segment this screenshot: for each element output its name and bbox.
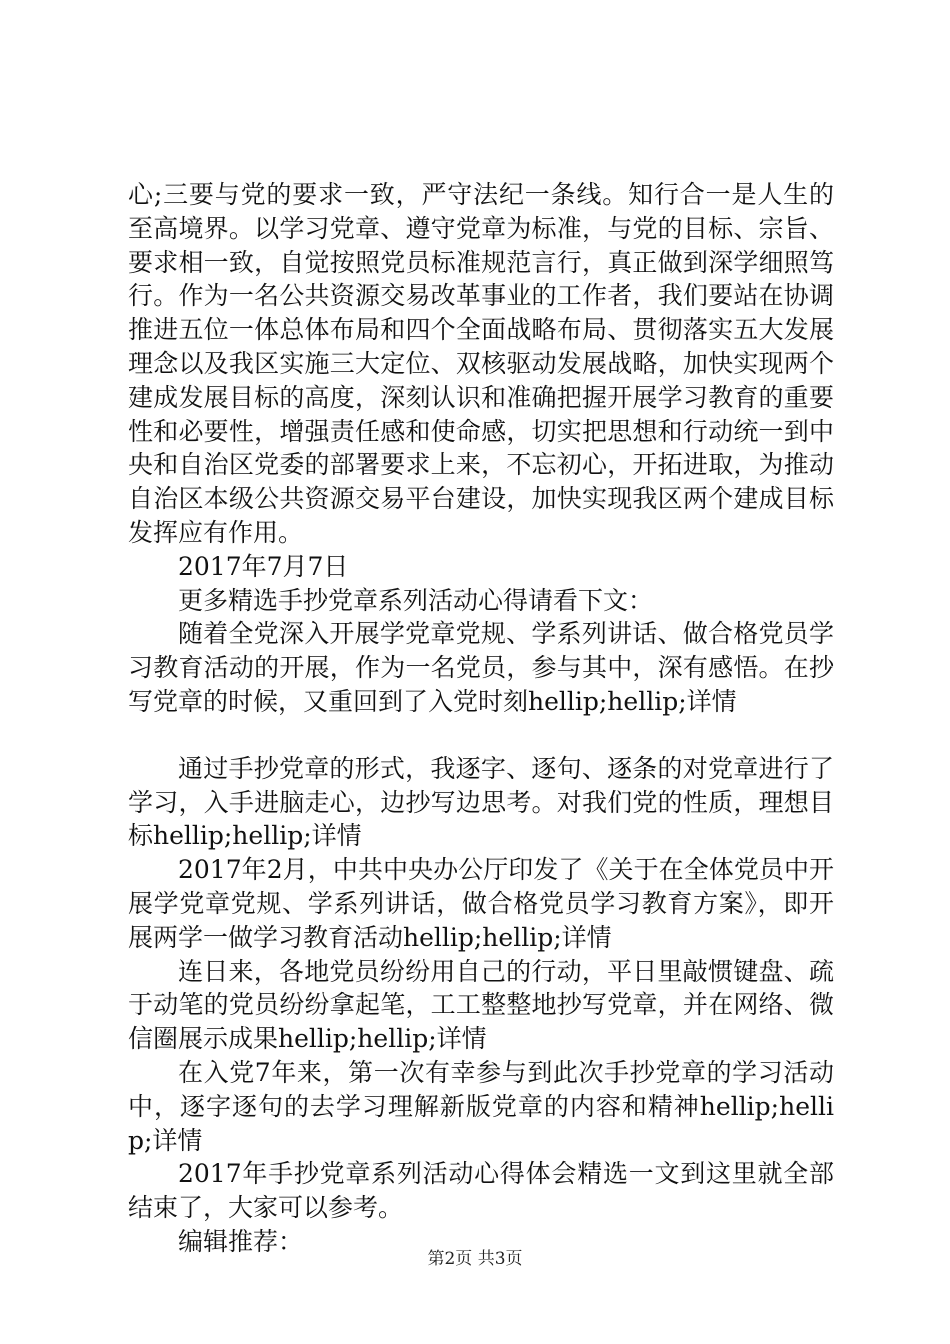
paragraph-editor-recommend: 编辑推荐： (178, 1226, 304, 1256)
paragraph-excerpt-3: 2017年2月，中共中央办公厅印发了《关于在全体党员中开展学党章党规、学系列讲话，做合格党员学习教育方案》，即开展两学一做学习教育活动hellip;hellip;详情 (128, 855, 834, 952)
paragraph-continuation: 心;三要与党的要求一致，严守法纪一条线。知行合一是人生的至高境界。以学习党章、遵守党章为标准，与党的目标、宗旨、要求相一致，自觉按照党员标准规范言行，真正做到深学细照笃行。作为一名公共资源交易改革事业的工作者，我们要站在协调推进五位一体总体布局和四个全面战略布局、贯彻落实五大发展理念以及我区实施三大定位、双核驱动发展战略，加快实现两个建成发展目标的高度，深刻认识和准确把握开展学习教育的重要性和必要性，增强责任感和使命感，切实把思想和行动统一到中央和自治区党委的部署要求上来，不忘初心，开拓进取，为推动自治区本级公共资源交易平台建设，加快实现我区两个建成目标发挥应有作用。 (128, 180, 834, 547)
paragraph-more-intro: 更多精选手抄党章系列活动心得请看下文： (178, 585, 654, 615)
paragraph-excerpt-4: 连日来，各地党员纷纷用自己的行动，平日里敲惯键盘、疏于动笔的党员纷纷拿起笔，工工整整地抄写党章，并在网络、微信圈展示成果hellip;hellip;详情 (128, 956, 834, 1054)
paragraph-gap (128, 719, 834, 752)
paragraph-excerpt-5: 在入党7年来，第一次有幸参与到此次手抄党章的学习活动中，逐字逐句的去学习理解新版党章的内容和精神hellip;hellip;详情 (128, 1057, 834, 1155)
page-footer: 第2页 共3页 (427, 1249, 523, 1269)
paragraph-excerpt-1: 随着全党深入开展学党章党规、学系列讲话、做合格党员学习教育活动的开展，作为一名党员，参与其中，深有感悟。在抄写党章的时候，又重回到了入党时刻hellip;hellip;详情 (128, 619, 834, 716)
document-body (128, 178, 834, 1259)
paragraph-date: 2017年7月7日 (178, 551, 349, 581)
paragraph-conclusion: 2017年手抄党章系列活动心得体会精选一文到这里就全部结束了，大家可以参考。 (128, 1159, 834, 1223)
paragraph-excerpt-2: 通过手抄党章的形式，我逐字、逐句、逐条的对党章进行了学习，入手进脑走心，边抄写边思考。对我们党的性质，理想目标hellip;hellip;详情 (128, 753, 834, 851)
